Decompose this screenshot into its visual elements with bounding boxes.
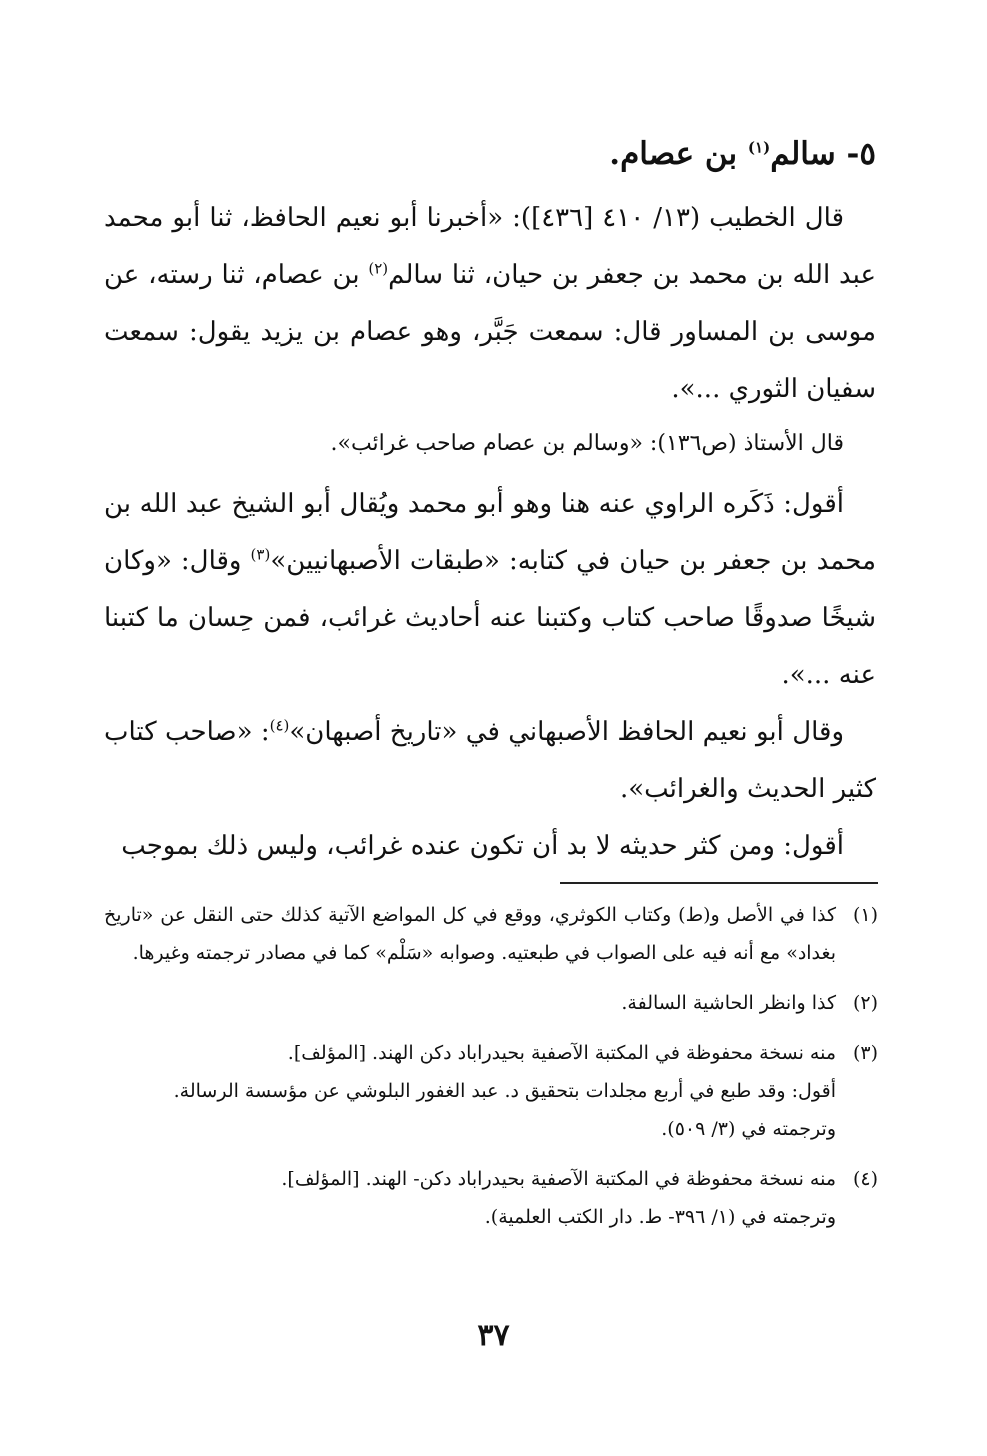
footnote-body	[104, 1160, 836, 1236]
footnote-line: كذا وانظر الحاشية السالفة.	[621, 992, 836, 1014]
paragraph	[104, 818, 876, 875]
footnote	[104, 984, 878, 1022]
footnote-number: (٤)	[852, 1168, 878, 1190]
paragraph-text: : «صاحب كتاب كثير الحديث والغرائب».	[104, 717, 876, 804]
footnote-line: وترجمته في (٣/ ٥٠٩).	[661, 1118, 836, 1140]
footnote-ref: (٤)	[269, 716, 290, 735]
heading-text: ٥- سالم	[770, 136, 876, 172]
footnote	[104, 1034, 878, 1148]
paragraph	[104, 190, 876, 418]
footnote	[104, 1160, 878, 1236]
footnote-number: (٣)	[852, 1042, 878, 1064]
entry-heading	[104, 132, 876, 176]
footnotes	[104, 896, 878, 1248]
footnote-ref: (٣)	[250, 545, 271, 564]
paragraph-text: أقول: ومن كثر حديثه لا بد أن تكون عنده غرائب، وليس ذلك بموجب	[121, 831, 844, 861]
paragraph	[104, 476, 876, 704]
footnote-line: كذا في الأصل و(ط) وكتاب الكوثري، ووقع في كل المواضع الآتية كذلك حتى النقل عن «تاريخ بغداد» مع أنه فيه على الصواب في طبعتيه. وصوابه «سَلْم» كما في مصادر ترجمته وغيرها.	[104, 904, 836, 964]
footnote-body	[104, 984, 836, 1022]
footnote-line: منه نسخة محفوظة في المكتبة الآصفية بحيدراباد دكن الهند. [المؤلف].	[287, 1042, 836, 1064]
footnote-number: (١)	[852, 904, 878, 926]
paragraph-text: قال الخطيب (١٣/ ٤١٠ [٤٣٦]): «أخبرنا أبو نعيم الحافظ، ثنا أبو محمد عبد الله بن محمد بن جعفر بن حيان، ثنا سالم	[104, 203, 876, 290]
paragraph-text: بن عصام، ثنا رسته، عن موسى بن المساور قال: سمعت جَبَّر، وهو عصام بن يزيد يقول: سمعت سفيان الثوري ...».	[104, 260, 876, 404]
paragraph-text: وقال أبو نعيم الحافظ الأصبهاني في «تاريخ أصبهان»	[289, 717, 844, 747]
paragraph	[104, 418, 876, 470]
footnote	[104, 896, 878, 972]
paragraph-text: قال الأستاذ (ص١٣٦): «وسالم بن عصام صاحب غرائب».	[330, 431, 844, 456]
paragraph-text: وقال: «وكان شيخًا صدوقًا صاحب كتاب وكتبنا عنه أحاديث غرائب، فمن حِسان ما كتبنا عنه ...».	[104, 546, 876, 690]
footnote-line: أقول: وقد طبع في أربع مجلدات بتحقيق د. عبد الغفور البلوشي عن مؤسسة الرسالة.	[173, 1080, 836, 1102]
footnote-ref: (٢)	[368, 259, 389, 278]
footnote-number: (٢)	[852, 992, 878, 1014]
footnote-body	[104, 1034, 836, 1148]
main-text	[104, 132, 876, 875]
footnote-line: وترجمته في (١/ ٣٩٦- ط. دار الكتب العلمية).	[484, 1206, 836, 1228]
footnote-ref: (١)	[747, 138, 771, 157]
footnote-body	[104, 896, 836, 972]
footnote-line: منه نسخة محفوظة في المكتبة الآصفية بحيدراباد دكن- الهند. [المؤلف].	[281, 1168, 836, 1190]
heading-text-end: بن عصام.	[609, 136, 748, 172]
footnote-separator	[560, 882, 878, 884]
paragraph	[104, 704, 876, 818]
paragraph-text: أقول: ذَكَره الراوي عنه هنا وهو أبو محمد ويُقال أبو الشيخ عبد الله بن محمد بن جعفر بن حيان في كتابه: «طبقات الأصبهانيين»	[104, 489, 876, 576]
page-number: ٣٧	[477, 1318, 510, 1353]
